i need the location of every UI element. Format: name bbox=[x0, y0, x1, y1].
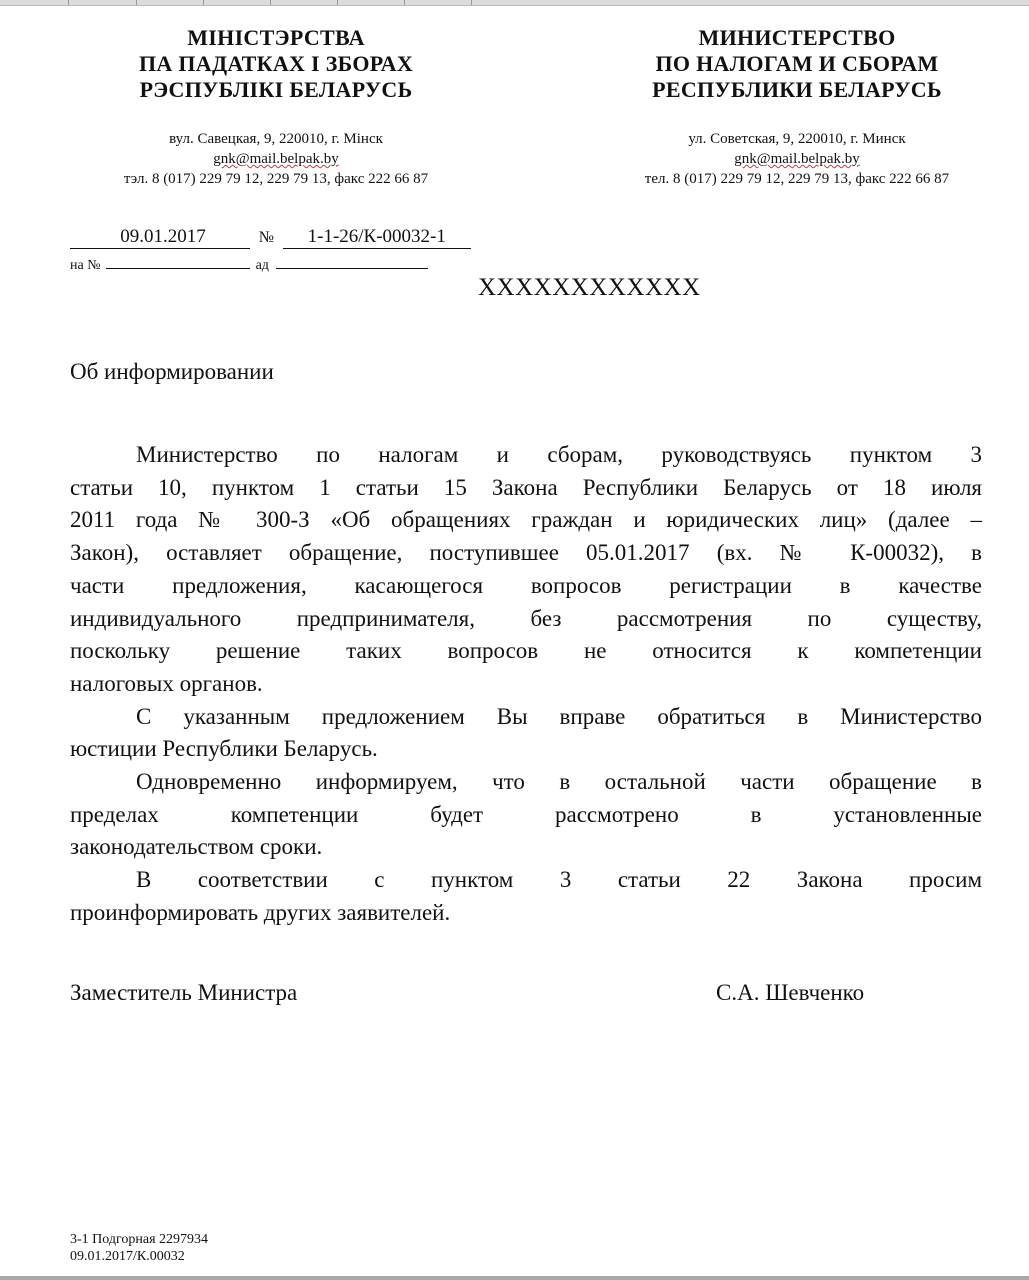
ruler-mark bbox=[337, 0, 338, 5]
ref-number-blank bbox=[106, 268, 250, 269]
org-title-line: МИНИСТЕРСТВО bbox=[698, 25, 896, 50]
letterhead-belarusian bbox=[56, 25, 496, 189]
ruler-mark bbox=[471, 0, 472, 5]
org-title-line: ПО НАЛОГАМ И СБОРАМ bbox=[655, 51, 939, 76]
body-line: поскольку решение таких вопросов не относится к компетенции bbox=[70, 638, 982, 664]
body-line: В соответствии с пунктом 3 статьи 22 Закона просим bbox=[136, 867, 982, 893]
ruler bbox=[0, 0, 1029, 6]
ruler-mark bbox=[203, 0, 204, 5]
body-line: юстиции Республики Беларусь. bbox=[70, 736, 378, 762]
ref-date-blank bbox=[276, 268, 428, 269]
recipient: XXXXXXXXXXXX bbox=[478, 274, 701, 301]
reference-line bbox=[70, 258, 428, 274]
body-line: проинформировать других заявителей. bbox=[70, 899, 451, 925]
ruler-mark bbox=[270, 0, 271, 5]
document-reference: 09.01.2017/К.00032 bbox=[70, 1249, 185, 1264]
ref-from-label: ад bbox=[255, 258, 269, 273]
org-phone: тел. 8 (017) 229 79 12, 229 79 13, факс 222 66 87 bbox=[644, 171, 950, 187]
body-line: Закон), оставляет обращение, поступившее 05.01.2017 (вх. № К-00032), в bbox=[70, 540, 982, 566]
ruler-mark bbox=[68, 0, 69, 5]
body-line: Одновременно информируем, что в остальной части обращение в bbox=[136, 769, 982, 795]
ruler-mark bbox=[136, 0, 137, 5]
page-bottom-edge bbox=[0, 1276, 1029, 1280]
org-title-line: РЕСПУБЛИКИ БЕЛАРУСЬ bbox=[652, 77, 942, 102]
body-line: индивидуального предпринимателя, без рассмотрения по существу, bbox=[70, 605, 982, 631]
org-email: gnk@mail.belpak.by bbox=[213, 151, 339, 167]
body-line: С указанным предложением Вы вправе обратиться в Министерство bbox=[136, 703, 982, 729]
body-line: Министерство по налогам и сборам, руководствуясь пунктом 3 bbox=[136, 442, 982, 467]
ruler-mark bbox=[404, 0, 405, 5]
body-line: пределах компетенции будет рассмотрено в установленные bbox=[70, 801, 982, 827]
body-line: части предложения, касающегося вопросов регистрации в качестве bbox=[70, 572, 982, 598]
document-date: 09.01.2017 bbox=[70, 226, 250, 249]
body-line: 2011 года № 300-З «Об обращениях граждан и юридических лиц» (далее – bbox=[70, 507, 982, 533]
body-line: законодательством сроки. bbox=[70, 834, 323, 860]
signatory-name: С.А. Шевченко bbox=[716, 980, 865, 1005]
registration-line bbox=[70, 226, 471, 249]
org-email: gnk@mail.belpak.by bbox=[734, 151, 860, 167]
ref-number-label: на № bbox=[70, 258, 101, 273]
org-address: вул. Савецкая, 9, 220010, г. Мінск bbox=[169, 131, 383, 147]
org-address: ул. Советская, 9, 220010, г. Минск bbox=[688, 131, 906, 147]
org-phone: тэл. 8 (017) 229 79 12, 229 79 13, факс 222 66 87 bbox=[123, 171, 429, 187]
number-sign: № bbox=[258, 229, 275, 246]
executor-info: 3-1 Подгорная 2297934 bbox=[70, 1232, 209, 1247]
org-title-line: МІНІСТЭРСТВА bbox=[187, 25, 365, 50]
org-title-line: РЭСПУБЛІКІ БЕЛАРУСЬ bbox=[139, 77, 413, 102]
executor-footer bbox=[70, 1231, 208, 1265]
org-title-line: ПА ПАДАТКАХ І ЗБОРАХ bbox=[138, 51, 414, 76]
document-number: 1-1-26/К-00032-1 bbox=[283, 226, 471, 249]
letter-subject: Об информировании bbox=[70, 359, 274, 384]
body-line: налоговых органов. bbox=[70, 670, 263, 696]
body-line: статьи 10, пунктом 1 статьи 15 Закона Республики Беларусь от 18 июля bbox=[70, 474, 982, 500]
letter-body bbox=[70, 439, 982, 930]
letterhead-russian bbox=[577, 25, 1017, 189]
signatory-position: Заместитель Министра bbox=[70, 980, 298, 1005]
